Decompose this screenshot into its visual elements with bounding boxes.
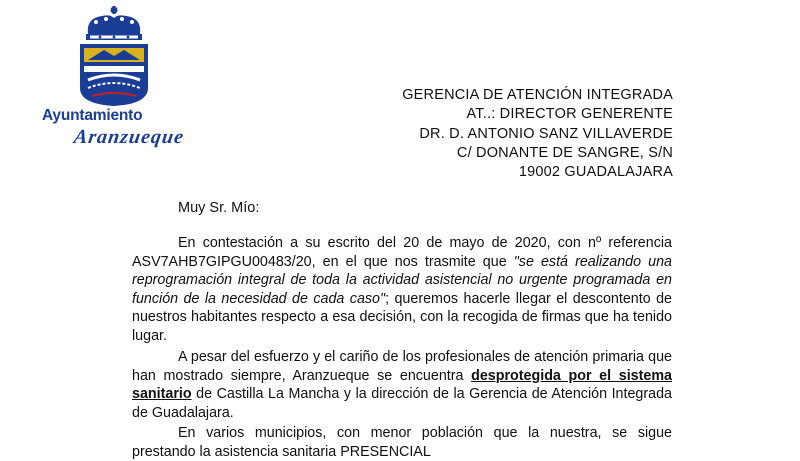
town-name: Aranzueque — [72, 126, 186, 148]
recipient-line: DR. D. ANTONIO SANZ VILLAVERDE — [419, 125, 673, 142]
recipient-line: C/ DONANTE DE SANGRE, S/N — [456, 144, 673, 161]
coat-of-arms-icon — [66, 4, 162, 108]
paragraph-2 — [132, 348, 672, 422]
coat-of-arms-logo — [66, 4, 162, 108]
quoted-text: "se está realizando una reprogramación integral de toda la actividad asistencial no urgente programada en función de la necesidad de cada caso" — [132, 253, 672, 307]
paragraph-3 — [132, 424, 672, 461]
recipient-line: 19002 GUADALAJARA — [518, 164, 673, 181]
paragraph-1 — [132, 234, 672, 346]
paragraph-1-text: En contestación a su escrito del 20 de mayo de 2020, con nº referencia ASV7AHB7GIPGU00483/20, en el que nos trasmite que — [132, 235, 672, 270]
emphasized-text: desprotegida por el sistema sanitario — [132, 367, 672, 403]
paragraph-1-text-end: ; queremos hacerle llegar el descontento de nuestros habitantes respecto a esa decisión, con la recogida de firmas que ha tenido lugar. — [132, 290, 672, 344]
recipient-line: AT..: DIRECTOR GENERENTE — [466, 106, 673, 123]
salutation: Muy Sr. Mío: — [178, 200, 260, 216]
recipient-line: GERENCIA DE ATENCIÓN INTEGRADA — [402, 87, 673, 103]
organization-name: Ayuntamiento — [42, 107, 143, 124]
paragraph-2-text-end: de Castilla La Mancha y la dirección de la Gerencia de Atención Integrada de Guadalajara. — [132, 386, 672, 421]
recipient-address — [380, 86, 673, 182]
paragraph-2-text: A pesar del esfuerzo y el cariño de los profesionales de atención primaria que han mostrado siempre, Aranzueque se encuentra — [132, 349, 672, 384]
paragraph-3-text: En varios municipios, con menor población que la nuestra, se sigue prestando la asistencia sanitaria PRESENCIAL — [132, 425, 672, 460]
